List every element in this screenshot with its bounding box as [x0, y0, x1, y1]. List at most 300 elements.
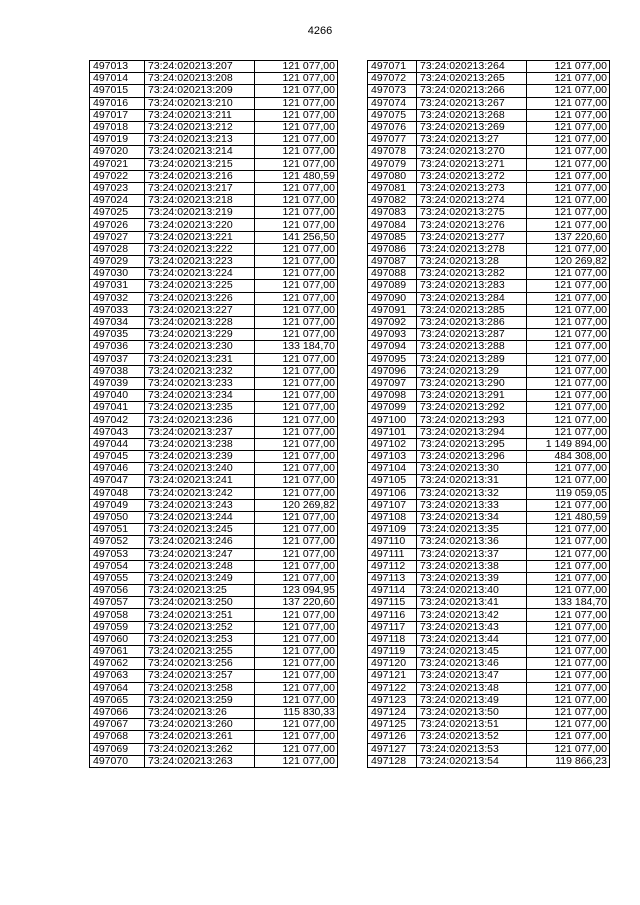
cadastral-number-cell: 73:24:020213:214: [145, 146, 255, 158]
row-number-cell: 497103: [368, 451, 417, 463]
table-row: [368, 658, 610, 670]
value-cell: 119 866,23: [527, 755, 610, 767]
value-cell: 121 077,00: [255, 548, 338, 560]
row-number-cell: 497040: [90, 390, 145, 402]
row-number-cell: 497027: [90, 231, 145, 243]
value-cell: 119 059,05: [527, 487, 610, 499]
row-number-cell: 497105: [368, 475, 417, 487]
cadastral-number-cell: 73:24:020213:36: [417, 536, 527, 548]
table-row: [368, 146, 610, 158]
value-cell: 121 077,00: [527, 706, 610, 718]
cadastral-number-cell: 73:24:020213:255: [145, 646, 255, 658]
row-number-cell: 497072: [368, 73, 417, 85]
row-number-cell: 497061: [90, 646, 145, 658]
cadastral-number-cell: 73:24:020213:31: [417, 475, 527, 487]
row-number-cell: 497069: [90, 743, 145, 755]
table-row: [368, 316, 610, 328]
value-cell: 120 269,82: [527, 256, 610, 268]
table-row: [90, 633, 338, 645]
table-row: [90, 597, 338, 609]
row-number-cell: 497074: [368, 97, 417, 109]
table-row: [368, 597, 610, 609]
table-row: [90, 280, 338, 292]
value-cell: 121 077,00: [527, 414, 610, 426]
value-cell: 121 077,00: [255, 451, 338, 463]
value-cell: 121 077,00: [255, 414, 338, 426]
table-row: [90, 158, 338, 170]
cadastral-number-cell: 73:24:020213:290: [417, 377, 527, 389]
value-cell: 484 308,00: [527, 451, 610, 463]
value-cell: 121 077,00: [527, 560, 610, 572]
cadastral-number-cell: 73:24:020213:275: [417, 207, 527, 219]
cadastral-number-cell: 73:24:020213:257: [145, 670, 255, 682]
cadastral-number-cell: 73:24:020213:27: [417, 134, 527, 146]
cadastral-number-cell: 73:24:020213:32: [417, 487, 527, 499]
row-number-cell: 497046: [90, 463, 145, 475]
value-cell: 121 077,00: [255, 572, 338, 584]
cadastral-number-cell: 73:24:020213:46: [417, 658, 527, 670]
cadastral-number-cell: 73:24:020213:285: [417, 304, 527, 316]
row-number-cell: 497093: [368, 329, 417, 341]
value-cell: 121 077,00: [527, 182, 610, 194]
row-number-cell: 497090: [368, 292, 417, 304]
value-cell: 121 077,00: [527, 207, 610, 219]
table-row: [368, 609, 610, 621]
cadastral-number-cell: 73:24:020213:272: [417, 170, 527, 182]
table-row: [90, 658, 338, 670]
value-cell: 121 077,00: [527, 694, 610, 706]
cadastral-number-cell: 73:24:020213:259: [145, 694, 255, 706]
value-cell: 121 077,00: [527, 390, 610, 402]
table-row: [368, 109, 610, 121]
cadastral-number-cell: 73:24:020213:288: [417, 341, 527, 353]
cadastral-number-cell: 73:24:020213:286: [417, 316, 527, 328]
row-number-cell: 497023: [90, 182, 145, 194]
value-cell: 121 077,00: [255, 731, 338, 743]
row-number-cell: 497030: [90, 268, 145, 280]
table-row: [90, 97, 338, 109]
row-number-cell: 497041: [90, 402, 145, 414]
table-row: [90, 487, 338, 499]
cadastral-number-cell: 73:24:020213:244: [145, 511, 255, 523]
cadastral-number-cell: 73:24:020213:40: [417, 585, 527, 597]
table-row: [368, 170, 610, 182]
table-row: [368, 706, 610, 718]
table-row: [368, 414, 610, 426]
table-row: [368, 438, 610, 450]
row-number-cell: 497018: [90, 121, 145, 133]
cadastral-number-cell: 73:24:020213:283: [417, 280, 527, 292]
value-cell: 121 077,00: [527, 219, 610, 231]
value-cell: 121 077,00: [527, 548, 610, 560]
value-cell: 121 077,00: [527, 475, 610, 487]
row-number-cell: 497050: [90, 511, 145, 523]
table-row: [90, 109, 338, 121]
value-cell: 121 077,00: [255, 377, 338, 389]
table-row: [368, 280, 610, 292]
value-cell: 121 077,00: [527, 499, 610, 511]
table-row: [90, 743, 338, 755]
cadastral-number-cell: 73:24:020213:39: [417, 572, 527, 584]
value-cell: 121 480,59: [255, 170, 338, 182]
row-number-cell: 497037: [90, 353, 145, 365]
row-number-cell: 497064: [90, 682, 145, 694]
row-number-cell: 497087: [368, 256, 417, 268]
row-number-cell: 497107: [368, 499, 417, 511]
value-cell: 121 077,00: [255, 353, 338, 365]
cadastral-number-cell: 73:24:020213:252: [145, 621, 255, 633]
row-number-cell: 497091: [368, 304, 417, 316]
row-number-cell: 497015: [90, 85, 145, 97]
cadastral-number-cell: 73:24:020213:284: [417, 292, 527, 304]
cadastral-number-cell: 73:24:020213:53: [417, 743, 527, 755]
table-row: [368, 621, 610, 633]
value-cell: 121 077,00: [255, 755, 338, 767]
table-row: [90, 292, 338, 304]
row-number-cell: 497014: [90, 73, 145, 85]
table-row: [90, 694, 338, 706]
value-cell: 121 077,00: [527, 731, 610, 743]
value-cell: 121 077,00: [255, 658, 338, 670]
cadastral-number-cell: 73:24:020213:34: [417, 511, 527, 523]
row-number-cell: 497104: [368, 463, 417, 475]
value-cell: 121 077,00: [527, 426, 610, 438]
row-number-cell: 497080: [368, 170, 417, 182]
row-number-cell: 497020: [90, 146, 145, 158]
table-row: [368, 219, 610, 231]
table-row: [90, 304, 338, 316]
value-cell: 121 077,00: [255, 268, 338, 280]
cadastral-number-cell: 73:24:020213:222: [145, 243, 255, 255]
table-row: [90, 195, 338, 207]
table-row: [368, 377, 610, 389]
row-number-cell: 497036: [90, 341, 145, 353]
cadastral-number-cell: 73:24:020213:47: [417, 670, 527, 682]
table-row: [368, 231, 610, 243]
table-row: [368, 243, 610, 255]
value-cell: 121 077,00: [527, 268, 610, 280]
value-cell: 123 094,95: [255, 585, 338, 597]
row-number-cell: 497051: [90, 524, 145, 536]
table-row: [90, 621, 338, 633]
value-cell: 121 077,00: [527, 85, 610, 97]
cadastral-value-table-left: [89, 60, 338, 768]
value-cell: 121 077,00: [255, 73, 338, 85]
row-number-cell: 497035: [90, 329, 145, 341]
row-number-cell: 497053: [90, 548, 145, 560]
table-row: [368, 304, 610, 316]
row-number-cell: 497048: [90, 487, 145, 499]
value-cell: 121 077,00: [255, 719, 338, 731]
cadastral-number-cell: 73:24:020213:239: [145, 451, 255, 463]
value-cell: 121 077,00: [527, 377, 610, 389]
value-cell: 121 077,00: [527, 719, 610, 731]
row-number-cell: 497111: [368, 548, 417, 560]
row-number-cell: 497039: [90, 377, 145, 389]
cadastral-number-cell: 73:24:020213:28: [417, 256, 527, 268]
cadastral-number-cell: 73:24:020213:271: [417, 158, 527, 170]
table-row: [90, 426, 338, 438]
table-row: [368, 731, 610, 743]
table-row: [90, 402, 338, 414]
value-cell: 121 077,00: [527, 195, 610, 207]
cadastral-number-cell: 73:24:020213:226: [145, 292, 255, 304]
table-row: [90, 207, 338, 219]
row-number-cell: 497094: [368, 341, 417, 353]
row-number-cell: 497067: [90, 719, 145, 731]
row-number-cell: 497042: [90, 414, 145, 426]
row-number-cell: 497099: [368, 402, 417, 414]
table-row: [368, 73, 610, 85]
table-row: [90, 548, 338, 560]
value-cell: 121 077,00: [527, 646, 610, 658]
value-cell: 121 077,00: [527, 146, 610, 158]
cadastral-number-cell: 73:24:020213:256: [145, 658, 255, 670]
cadastral-number-cell: 73:24:020213:229: [145, 329, 255, 341]
cadastral-number-cell: 73:24:020213:270: [417, 146, 527, 158]
cadastral-number-cell: 73:24:020213:267: [417, 97, 527, 109]
cadastral-number-cell: 73:24:020213:266: [417, 85, 527, 97]
row-number-cell: 497044: [90, 438, 145, 450]
row-number-cell: 497043: [90, 426, 145, 438]
table-row: [368, 451, 610, 463]
table-row: [90, 670, 338, 682]
table-row: [90, 560, 338, 572]
table-row: [368, 390, 610, 402]
cadastral-number-cell: 73:24:020213:245: [145, 524, 255, 536]
cadastral-number-cell: 73:24:020213:215: [145, 158, 255, 170]
row-number-cell: 497117: [368, 621, 417, 633]
value-cell: 137 220,60: [527, 231, 610, 243]
table-row: [90, 316, 338, 328]
cadastral-number-cell: 73:24:020213:293: [417, 414, 527, 426]
cadastral-number-cell: 73:24:020213:217: [145, 182, 255, 194]
cadastral-number-cell: 73:24:020213:242: [145, 487, 255, 499]
row-number-cell: 497059: [90, 621, 145, 633]
value-cell: 121 077,00: [527, 585, 610, 597]
table-row: [368, 524, 610, 536]
value-cell: 121 077,00: [255, 109, 338, 121]
cadastral-number-cell: 73:24:020213:220: [145, 219, 255, 231]
row-number-cell: 497116: [368, 609, 417, 621]
row-number-cell: 497122: [368, 682, 417, 694]
cadastral-number-cell: 73:24:020213:30: [417, 463, 527, 475]
row-number-cell: 497079: [368, 158, 417, 170]
cadastral-number-cell: 73:24:020213:51: [417, 719, 527, 731]
value-cell: 121 077,00: [527, 158, 610, 170]
table-row: [90, 682, 338, 694]
table-row: [368, 256, 610, 268]
row-number-cell: 497075: [368, 109, 417, 121]
row-number-cell: 497025: [90, 207, 145, 219]
value-cell: 121 077,00: [255, 97, 338, 109]
table-row: [368, 646, 610, 658]
table-row: [90, 524, 338, 536]
row-number-cell: 497118: [368, 633, 417, 645]
row-number-cell: 497115: [368, 597, 417, 609]
value-cell: 121 077,00: [255, 195, 338, 207]
row-number-cell: 497071: [368, 61, 417, 73]
cadastral-number-cell: 73:24:020213:246: [145, 536, 255, 548]
row-number-cell: 497126: [368, 731, 417, 743]
cadastral-number-cell: 73:24:020213:274: [417, 195, 527, 207]
value-cell: 121 077,00: [527, 134, 610, 146]
row-number-cell: 497124: [368, 706, 417, 718]
cadastral-number-cell: 73:24:020213:231: [145, 353, 255, 365]
cadastral-number-cell: 73:24:020213:240: [145, 463, 255, 475]
row-number-cell: 497031: [90, 280, 145, 292]
cadastral-number-cell: 73:24:020213:42: [417, 609, 527, 621]
value-cell: 133 184,70: [527, 597, 610, 609]
table-row: [90, 390, 338, 402]
cadastral-number-cell: 73:24:020213:247: [145, 548, 255, 560]
row-number-cell: 497045: [90, 451, 145, 463]
row-number-cell: 497026: [90, 219, 145, 231]
value-cell: 1 149 894,00: [527, 438, 610, 450]
value-cell: 121 077,00: [527, 170, 610, 182]
row-number-cell: 497038: [90, 365, 145, 377]
table-row: [90, 511, 338, 523]
row-number-cell: 497013: [90, 61, 145, 73]
table-row: [90, 475, 338, 487]
cadastral-number-cell: 73:24:020213:287: [417, 329, 527, 341]
cadastral-number-cell: 73:24:020213:29: [417, 365, 527, 377]
value-cell: 121 077,00: [255, 511, 338, 523]
table-row: [90, 451, 338, 463]
row-number-cell: 497076: [368, 121, 417, 133]
row-number-cell: 497056: [90, 585, 145, 597]
cadastral-number-cell: 73:24:020213:241: [145, 475, 255, 487]
row-number-cell: 497081: [368, 182, 417, 194]
table-row: [368, 463, 610, 475]
cadastral-number-cell: 73:24:020213:294: [417, 426, 527, 438]
row-number-cell: 497022: [90, 170, 145, 182]
value-cell: 121 077,00: [255, 390, 338, 402]
row-number-cell: 497084: [368, 219, 417, 231]
row-number-cell: 497110: [368, 536, 417, 548]
value-cell: 121 077,00: [255, 402, 338, 414]
table-row: [90, 85, 338, 97]
row-number-cell: 497058: [90, 609, 145, 621]
cadastral-number-cell: 73:24:020213:251: [145, 609, 255, 621]
cadastral-number-cell: 73:24:020213:219: [145, 207, 255, 219]
table-row: [368, 743, 610, 755]
cadastral-number-cell: 73:24:020213:44: [417, 633, 527, 645]
value-cell: 121 077,00: [527, 316, 610, 328]
row-number-cell: 497112: [368, 560, 417, 572]
cadastral-number-cell: 73:24:020213:223: [145, 256, 255, 268]
cadastral-number-cell: 73:24:020213:295: [417, 438, 527, 450]
value-cell: 121 077,00: [527, 280, 610, 292]
cadastral-number-cell: 73:24:020213:264: [417, 61, 527, 73]
row-number-cell: 497047: [90, 475, 145, 487]
row-number-cell: 497086: [368, 243, 417, 255]
value-cell: 121 077,00: [255, 475, 338, 487]
row-number-cell: 497077: [368, 134, 417, 146]
value-cell: 121 077,00: [527, 243, 610, 255]
row-number-cell: 497085: [368, 231, 417, 243]
row-number-cell: 497101: [368, 426, 417, 438]
row-number-cell: 497114: [368, 585, 417, 597]
value-cell: 121 077,00: [255, 207, 338, 219]
cadastral-number-cell: 73:24:020213:278: [417, 243, 527, 255]
value-cell: 121 077,00: [527, 365, 610, 377]
value-cell: 121 077,00: [527, 304, 610, 316]
table-row: [90, 377, 338, 389]
table-row: [368, 511, 610, 523]
value-cell: 121 077,00: [255, 61, 338, 73]
table-row: [90, 170, 338, 182]
cadastral-number-cell: 73:24:020213:233: [145, 377, 255, 389]
value-cell: 121 077,00: [255, 146, 338, 158]
table-row: [368, 633, 610, 645]
table-row: [368, 97, 610, 109]
value-cell: 121 480,59: [527, 511, 610, 523]
row-number-cell: 497121: [368, 670, 417, 682]
cadastral-number-cell: 73:24:020213:236: [145, 414, 255, 426]
row-number-cell: 497066: [90, 706, 145, 718]
value-cell: 121 077,00: [527, 682, 610, 694]
row-number-cell: 497017: [90, 109, 145, 121]
value-cell: 121 077,00: [255, 304, 338, 316]
value-cell: 121 077,00: [527, 463, 610, 475]
value-cell: 121 077,00: [255, 633, 338, 645]
cadastral-number-cell: 73:24:020213:292: [417, 402, 527, 414]
cadastral-number-cell: 73:24:020213:269: [417, 121, 527, 133]
row-number-cell: 497092: [368, 316, 417, 328]
value-cell: 121 077,00: [255, 694, 338, 706]
row-number-cell: 497034: [90, 316, 145, 328]
row-number-cell: 497068: [90, 731, 145, 743]
table-row: [90, 719, 338, 731]
table-row: [90, 353, 338, 365]
value-cell: 121 077,00: [255, 536, 338, 548]
cadastral-number-cell: 73:24:020213:230: [145, 341, 255, 353]
table-row: [90, 463, 338, 475]
value-cell: 137 220,60: [255, 597, 338, 609]
table-row: [368, 353, 610, 365]
row-number-cell: 497113: [368, 572, 417, 584]
cadastral-number-cell: 73:24:020213:213: [145, 134, 255, 146]
row-number-cell: 497052: [90, 536, 145, 548]
row-number-cell: 497089: [368, 280, 417, 292]
cadastral-number-cell: 73:24:020213:265: [417, 73, 527, 85]
row-number-cell: 497125: [368, 719, 417, 731]
row-number-cell: 497109: [368, 524, 417, 536]
cadastral-number-cell: 73:24:020213:260: [145, 719, 255, 731]
cadastral-number-cell: 73:24:020213:43: [417, 621, 527, 633]
value-cell: 121 077,00: [255, 219, 338, 231]
table-row: [90, 146, 338, 158]
row-number-cell: 497082: [368, 195, 417, 207]
table-row: [90, 268, 338, 280]
cadastral-number-cell: 73:24:020213:238: [145, 438, 255, 450]
cadastral-number-cell: 73:24:020213:289: [417, 353, 527, 365]
table-row: [368, 329, 610, 341]
cadastral-number-cell: 73:24:020213:45: [417, 646, 527, 658]
cadastral-number-cell: 73:24:020213:38: [417, 560, 527, 572]
table-row: [368, 694, 610, 706]
cadastral-number-cell: 73:24:020213:277: [417, 231, 527, 243]
value-cell: 121 077,00: [255, 524, 338, 536]
table-row: [90, 536, 338, 548]
table-row: [90, 646, 338, 658]
value-cell: 121 077,00: [527, 402, 610, 414]
table-row: [368, 755, 610, 767]
cadastral-number-cell: 73:24:020213:26: [145, 706, 255, 718]
row-number-cell: 497029: [90, 256, 145, 268]
row-number-cell: 497106: [368, 487, 417, 499]
